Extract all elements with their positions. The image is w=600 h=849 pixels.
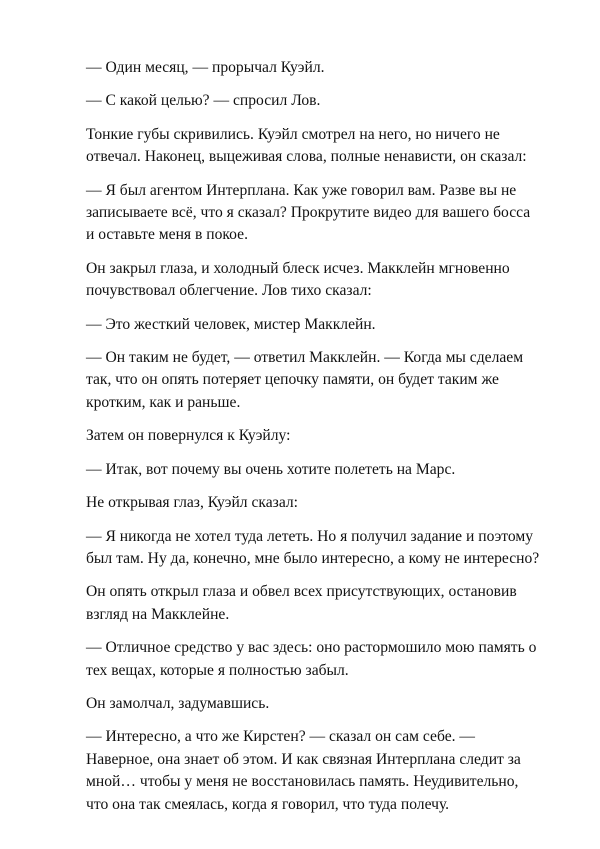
paragraph: — Это жесткий человек, мистер Макклейн.	[86, 315, 376, 333]
paragraph: Не открывая глаз, Куэйл сказал:	[86, 494, 299, 512]
paragraph: Он опять открыл глаза и обвел всех присутствующих, остановив взгляд на Макклейне.	[86, 583, 517, 623]
paragraph: — Интересно, а что же Кирстен? — сказал он сам себе. — Наверное, она знает об этом. И как связная Интерплана следит за мной… чтобы у меня не восстановилась память. Неудивительно, что она так смеялась, когда я говорил, что туда полечу.	[86, 728, 521, 813]
paragraph: Затем он повернулся к Куэйлу:	[86, 427, 291, 445]
paragraph: Он замолчал, задумавшись.	[86, 694, 270, 712]
paragraph: — С какой целью? — спросил Лов.	[86, 92, 321, 110]
paragraph: — Итак, вот почему вы очень хотите полететь на Марс.	[86, 460, 456, 478]
paragraph: Он закрыл глаза, и холодный блеск исчез. Макклейн мгновенно почувствовал облегчение. Лов тихо сказал:	[86, 259, 510, 300]
paragraph: — Один месяц, — прорычал Куэйл.	[86, 59, 325, 76]
paragraph: — Он таким не будет, — ответил Макклейн. — Когда мы сделаем так, что он опять потеряет цепочку памяти, он будет таким же кротким, как и раньше.	[86, 349, 524, 411]
paragraph: Тонкие губы скривились. Куэйл смотрел на него, но ничего не отвечал. Наконец, выцеживая слова, полные ненависти, он сказал:	[86, 125, 527, 166]
paragraph: — Отличное средство у вас здесь: оно растормошило мою память о тех вещах, которые я полностью забыл.	[86, 639, 537, 679]
document-body	[86, 57, 558, 827]
paragraph: — Я никогда не хотел туда лететь. Но я получил задание и поэтому был там. Ну да, конечно, мне было интересно, а кому не интересно?	[86, 527, 540, 567]
paragraph: — Я был агентом Интерплана. Как уже говорил вам. Разве вы не записываете всё, что я сказал? Прокрутите видео для вашего босса и оставьте меня в покое.	[86, 181, 531, 244]
